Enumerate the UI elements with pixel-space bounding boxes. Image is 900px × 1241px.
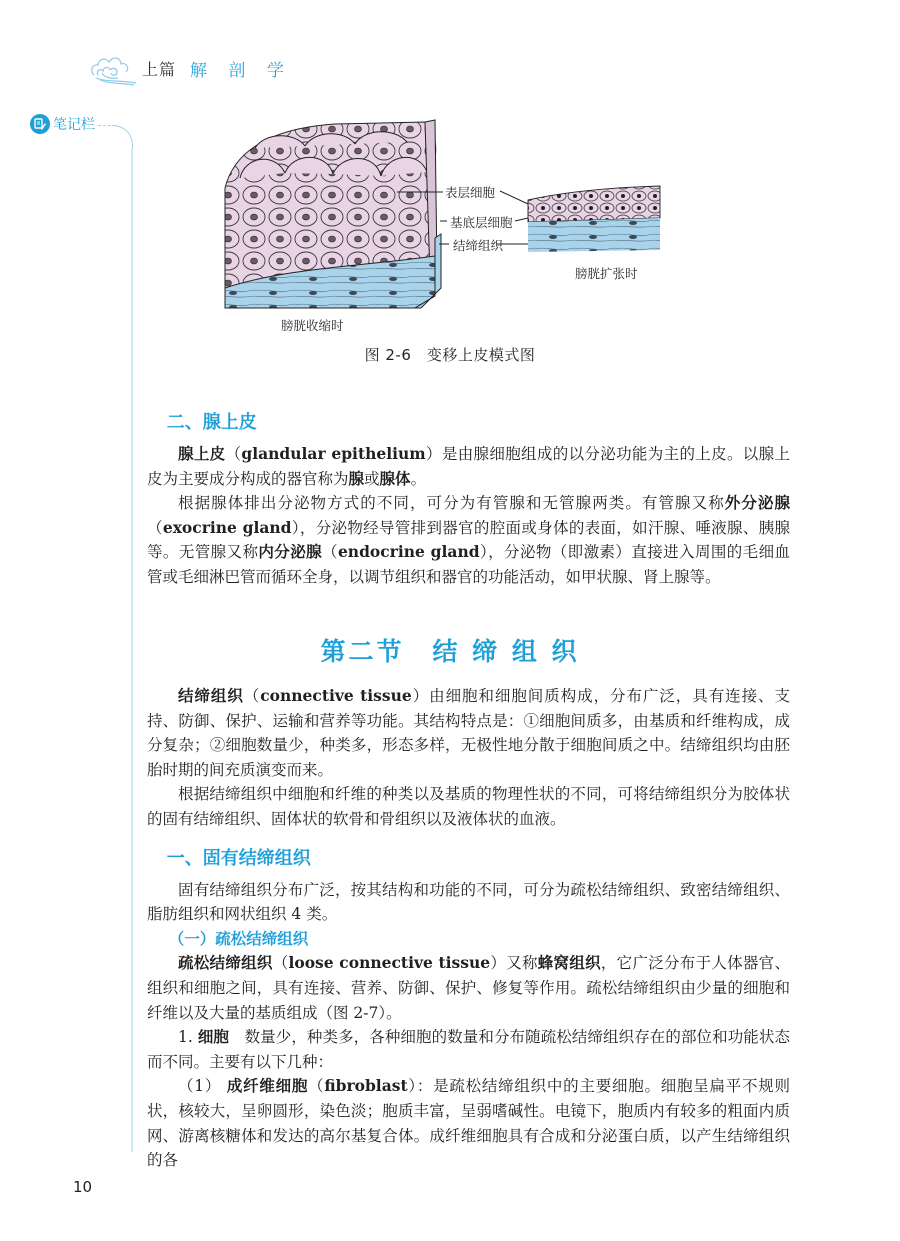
- label-basal-cells: 基底层细胞: [450, 215, 513, 230]
- transitional-epithelium-illustration: [215, 118, 665, 338]
- term: 蜂窝组织: [537, 953, 601, 973]
- text: ）：是疏松结缔组织中的主要细胞。细胞呈扁平不规则状，核较大，呈卵圆形，染色淡；胞质丰富，呈弱嗜碱性。电镜下，胞质内有较多的粗面内质网、游离核糖体和发达的高尔基复合体。成纤维细胞具有合成和分泌蛋白质，以产生结缔组织的各: [147, 1077, 790, 1170]
- paragraph-loose-connective: [147, 951, 790, 1025]
- section-title-connective-tissue: 第二节 结 缔 组 织: [320, 637, 580, 666]
- paragraph-glandular-definition: [147, 442, 790, 491]
- text: ）由细胞和细胞间质构成，分布广泛，具有连接、支持、防御、保护、运输和营养等功能。其结构特点是：①细胞间质多，由基质和纤维构成，成分复杂；②细胞数量少，种类多，形态多样，无极性地分散于细胞间质之中。结缔组织均由胚胎时期的间充质演变而来。: [147, 687, 790, 779]
- text: 根据腺体排出分泌物方式的不同，可分为有管腺和无管腺两类。有管腺又称: [178, 494, 725, 513]
- term-english: exocrine gland: [162, 517, 292, 537]
- text: ）又称: [490, 954, 538, 973]
- text: （: [308, 1077, 325, 1096]
- text: ），分泌物（即激素）直接进入周围的毛细血管或毛细淋巴管而循环全身，以调节组织和器官的功能活动，如甲状腺、肾上腺等。: [147, 543, 790, 586]
- paragraph-fibroblast: [147, 1074, 790, 1172]
- term-english: connective tissue: [260, 686, 412, 705]
- paragraph-gland-types: [147, 491, 790, 589]
- term-english: fibroblast: [324, 1076, 408, 1096]
- note-pencil-icon: [30, 114, 50, 134]
- text: （: [147, 518, 163, 537]
- text: 数量少，种类多，各种细胞的数量和分布随疏松结缔组织存在的部位和功能状态而不同。主要有以下几种：: [147, 1028, 790, 1071]
- subheading-loose-connective: （一）疏松结缔组织: [168, 929, 309, 948]
- notes-column-header: [30, 114, 95, 134]
- term: 疏松结缔组织: [178, 953, 273, 973]
- text: ）是由腺细胞组成的以分泌功能为主的上皮。以腺上皮为主要成分构成的器官称为: [147, 445, 790, 488]
- text: （: [272, 954, 289, 973]
- text: 或: [364, 469, 380, 488]
- header-title: 解 剖 学: [190, 60, 292, 81]
- label-connective-tissue: 结缔组织: [453, 238, 504, 253]
- text: （: [225, 445, 242, 463]
- text: 。: [410, 469, 427, 488]
- text: （: [243, 687, 261, 705]
- term: 成纤维细胞: [226, 1076, 309, 1096]
- section-connective-tissue: [147, 684, 790, 1173]
- paragraph-connective-classification: 根据结缔组织中细胞和纤维的种类以及基质的物理性状的不同，可将结缔组织分为胶体状的固有结缔组织、固体状的软骨和骨组织以及液体状的血液。: [147, 785, 790, 828]
- term: 外分泌腺: [724, 493, 790, 513]
- heading-glandular-epithelium: 二、腺上皮: [166, 412, 257, 433]
- term: 腺上皮: [178, 444, 226, 463]
- paragraph-connective-definition: [147, 684, 790, 782]
- text: ，它广泛分布于人体器官、组织和细胞之间，具有连接、营养、防御、保护、修复等作用。疏松结缔组织由少量的细胞和纤维以及大量的基质组成（图 2-7）。: [147, 954, 790, 1022]
- term-english: endocrine gland: [337, 542, 480, 562]
- text: ），分泌物经导管排到器官的腔面或身体的表面，如汗腺、唾液腺、胰腺等。无管腺又称: [147, 518, 790, 562]
- term-english: loose connective tissue: [288, 953, 491, 973]
- label-bladder-contracted: 膀胱收缩时: [281, 318, 344, 333]
- notes-rule-curve: [112, 125, 133, 150]
- term: 腺: [348, 468, 365, 488]
- item-number: （1）: [178, 1077, 227, 1096]
- section-glandular-epithelium: [147, 408, 790, 590]
- label-bladder-distended: 膀胱扩张时: [575, 266, 638, 281]
- text: （: [322, 543, 338, 562]
- notes-column-label: 笔记栏: [53, 117, 95, 133]
- item-number: 1.: [178, 1028, 198, 1047]
- term: 细胞: [197, 1027, 229, 1047]
- term-english: glandular epithelium: [241, 444, 426, 463]
- paragraph-cells: [147, 1025, 790, 1074]
- term: 结缔组织: [178, 686, 244, 705]
- paragraph-proper-connective: 固有结缔组织分布广泛，按其结构和功能的不同，可分为疏松结缔组织、致密结缔组织、脂肪组织和网状组织 4 类。: [147, 880, 790, 924]
- label-surface-cells: 表层细胞: [445, 185, 496, 200]
- header-part-label: 上篇: [142, 59, 177, 79]
- term: 腺体: [379, 468, 411, 488]
- figure-caption: 图 2-6 变移上皮模式图: [364, 346, 536, 364]
- cloud-ornament-icon: [88, 49, 138, 87]
- running-header: [88, 48, 292, 88]
- term: 内分泌腺: [258, 542, 323, 562]
- heading-proper-connective: 一、固有结缔组织: [166, 847, 311, 869]
- page-number: 10: [73, 1178, 93, 1196]
- figure-transitional-epithelium: [215, 118, 665, 338]
